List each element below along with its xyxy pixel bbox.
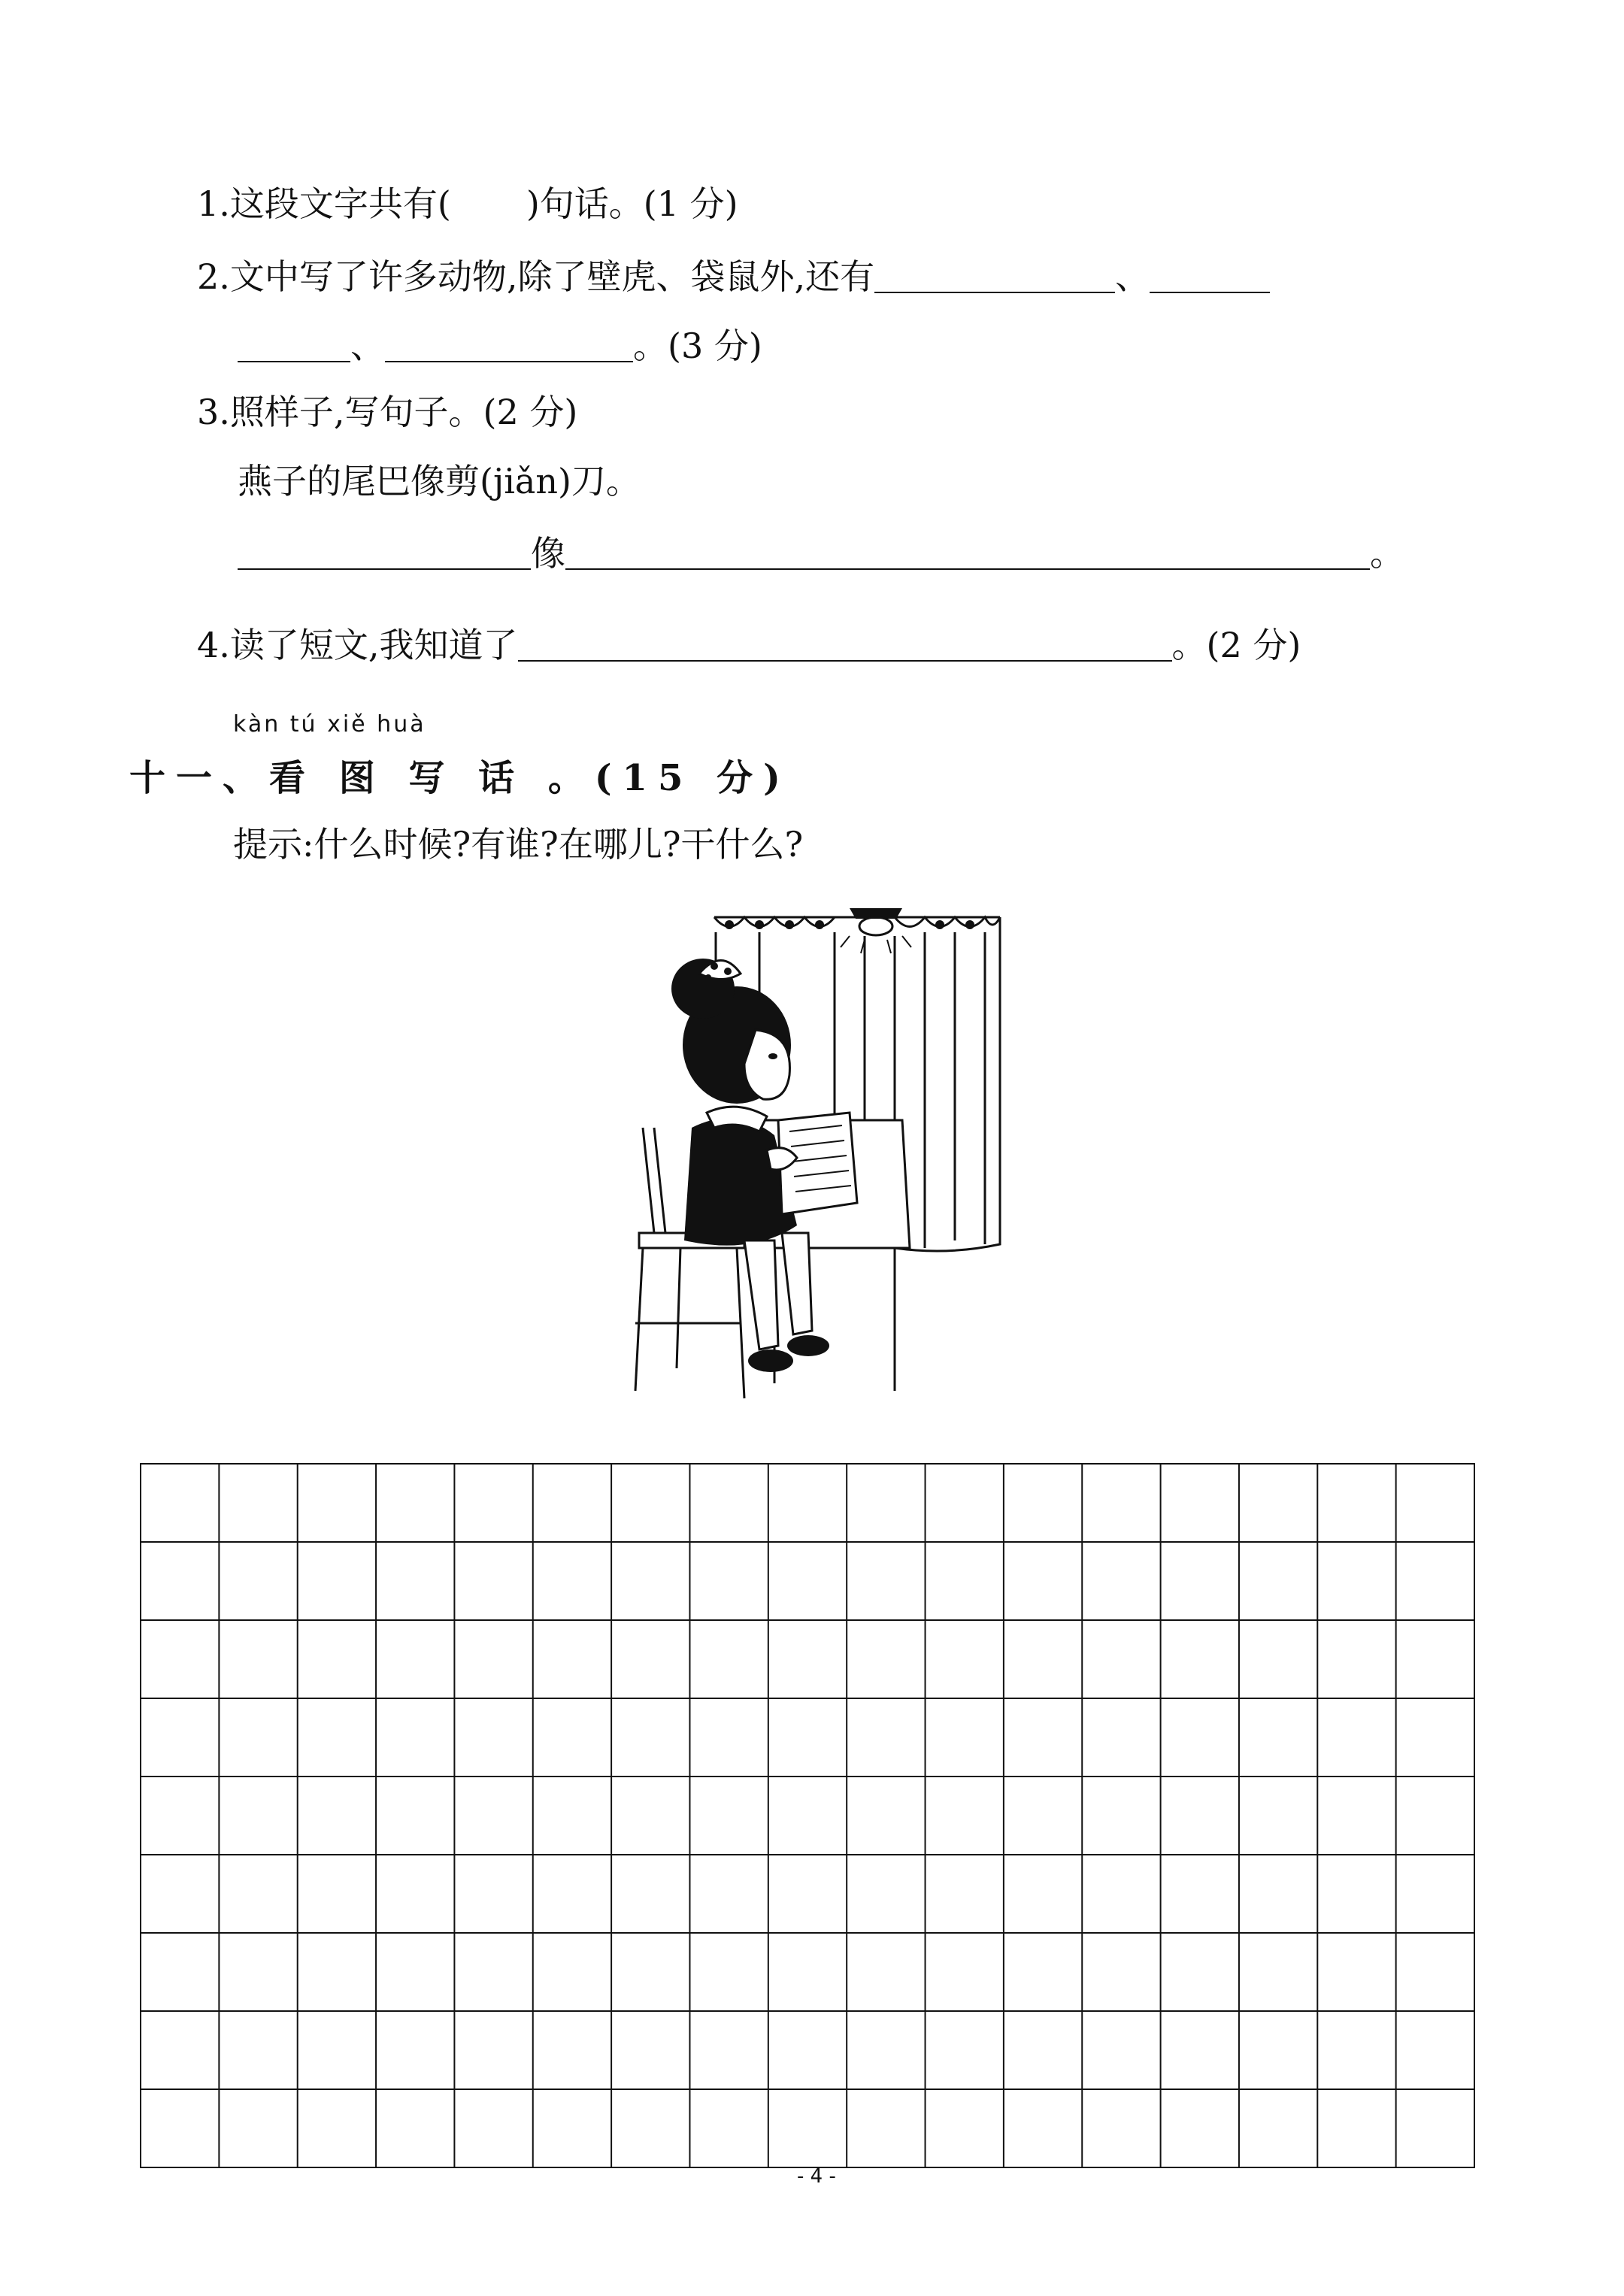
section-11-pinyin: kàn tú xiě huà xyxy=(233,711,426,738)
question-2-sep2: 、 xyxy=(350,326,385,366)
question-3-title: 3.照样子,写句子。(2 分) xyxy=(197,392,578,432)
answer-blank-3b[interactable] xyxy=(565,538,1370,570)
question-3-example: 燕子的尾巴像剪(jiǎn)刀。 xyxy=(238,461,641,501)
question-4-prefix: 4.读了短文,我知道了 xyxy=(197,625,518,665)
question-2 xyxy=(197,256,1270,298)
answer-blank-4[interactable] xyxy=(518,630,1172,662)
answer-blank-2c[interactable] xyxy=(238,331,350,362)
question-2-continued xyxy=(238,325,762,367)
answer-blank-3a[interactable] xyxy=(238,538,531,570)
question-3-answer xyxy=(238,532,1404,574)
writing-grid[interactable] xyxy=(140,1463,1475,2171)
question-1-suffix: )句话。(1 分) xyxy=(526,183,738,224)
girl-reading-illustration xyxy=(632,902,1007,1416)
section-11-hint: 提示:什么时候?有谁?在哪儿?干什么? xyxy=(233,824,804,865)
question-2-text: 2.文中写了许多动物,除了壁虎、袋鼠外,还有 xyxy=(197,256,875,297)
section-11-title: 十一、看 图 写 话 。(15 分) xyxy=(129,757,791,799)
question-1-prefix: 1.这段文字共有( xyxy=(197,183,451,224)
answer-blank-2a[interactable] xyxy=(874,262,1115,293)
question-2-end: 。(3 分) xyxy=(633,326,762,366)
question-3-middle: 像 xyxy=(531,533,565,574)
page-number: - 4 - xyxy=(797,2165,836,2188)
answer-blank-2b[interactable] xyxy=(1150,262,1270,293)
question-4-end: 。(2 分) xyxy=(1171,625,1301,665)
writing-grid-lines[interactable] xyxy=(140,1463,1475,2168)
question-3-end: 。 xyxy=(1370,533,1404,574)
question-2-sep: 、 xyxy=(1115,256,1150,297)
question-4 xyxy=(197,624,1301,666)
answer-blank-2d[interactable] xyxy=(385,331,633,362)
question-1 xyxy=(197,183,738,225)
